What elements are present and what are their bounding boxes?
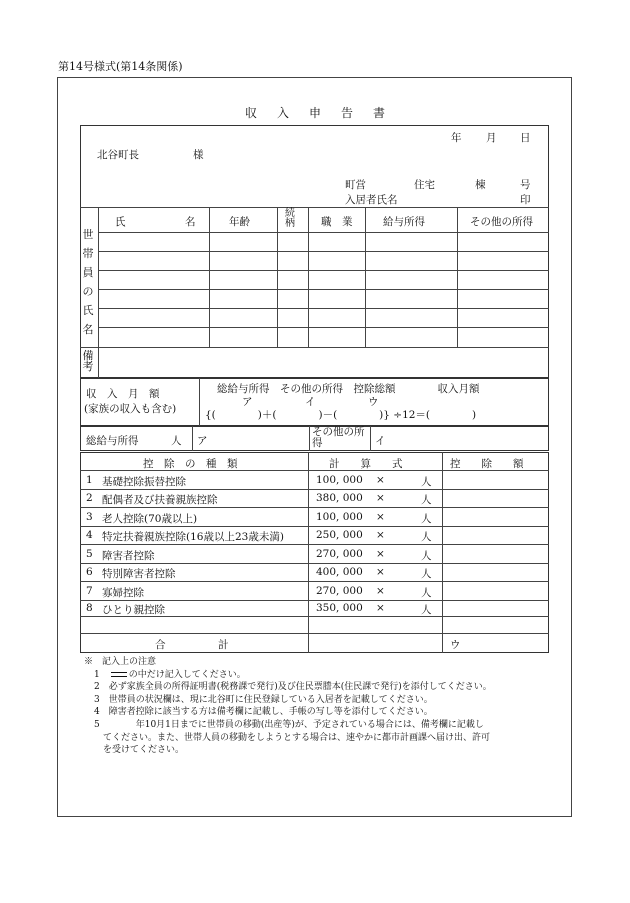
formula-line: {( )＋( )－( )} ÷12＝( ) xyxy=(205,409,477,421)
member-table-top-line xyxy=(80,207,549,208)
member-side-label: 世 帯 員 の 氏 名 xyxy=(82,228,94,336)
note-1: 1 の中だけ記入してください。 xyxy=(94,669,246,680)
remarks-label: 備 考 xyxy=(82,349,94,373)
notes-header: ※ 記入上の注意 xyxy=(84,657,157,667)
seal-mark: 印 xyxy=(520,194,531,206)
total-salary-unit: 人 xyxy=(171,435,182,447)
header-age: 年齢 xyxy=(229,216,250,228)
note-5: 5 年10月1日までに世帯員の移動(出産等)が、予定されている場合には、備考欄に記載し xyxy=(94,719,484,730)
total-salary-label: 総給与所得 xyxy=(86,435,139,447)
total-label: 合 計 xyxy=(155,639,229,651)
date-day-label: 日 xyxy=(520,132,531,144)
double-line-icon xyxy=(111,672,127,677)
other-income-label: その他の所得 xyxy=(312,426,365,449)
mark-i: イ xyxy=(375,435,386,447)
date-month-label: 月 xyxy=(486,132,497,144)
header-other-income: その他の所得 xyxy=(470,216,533,228)
addressee-honorific: 様 xyxy=(193,149,204,161)
header-name-b: 名 xyxy=(185,216,196,228)
housing-residence: 住宅 xyxy=(414,179,435,191)
calc-header: 計 算 式 xyxy=(329,458,403,470)
header-name-a: 氏 xyxy=(115,216,126,228)
monthly-label: 収 入 月 額 xyxy=(86,388,160,400)
note-3: 3 世帯員の状況欄は、現に北谷町に住民登録している入居者を記載してください。 xyxy=(94,694,433,705)
form-title: 収入申告書 xyxy=(244,106,405,120)
header-relation: 続柄 xyxy=(285,208,295,229)
mark-a: ア xyxy=(197,435,208,447)
remarks-top-line xyxy=(80,347,549,348)
monthly-sublabel: (家族の収入も含む) xyxy=(84,403,177,415)
applicant-name-label: 入居者氏名 xyxy=(345,194,398,206)
amount-header: 控 除 額 xyxy=(450,458,524,470)
housing-type: 町営 xyxy=(345,179,366,191)
formula-headings: 総給与所得 その他の所得 控除総額 収入月額 xyxy=(217,383,480,395)
addressee-name: 北谷町長 xyxy=(97,149,139,161)
formula-letters: ア イ ウ xyxy=(242,396,379,408)
notes-section xyxy=(84,656,492,757)
housing-unit: 号 xyxy=(520,179,531,191)
form-number: 第14号様式(第14条関係) xyxy=(58,60,183,73)
note-5-end: を受けてください。 xyxy=(94,745,185,756)
date-year-label: 年 xyxy=(451,132,462,144)
total-mark: ウ xyxy=(450,639,461,651)
deduction-type-header: 控 除 の 種 類 xyxy=(143,458,238,470)
housing-building: 棟 xyxy=(475,179,486,191)
note-2: 2 必ず家族全員の所得証明書(税務課で発行)及び住民票謄本(住民課で発行)を添付してください。 xyxy=(94,682,492,693)
header-salary: 給与所得 xyxy=(383,216,425,228)
note-5-cont: てください。また、世帯人員の移動をしようとする場合は、速やかに都市計画課へ届け出、許可 xyxy=(94,732,491,743)
note-4: 4 障害者控除に該当する方は備考欄に記載し、手帳の写し等を添付してください。 xyxy=(94,707,433,718)
header-job: 職 業 xyxy=(321,216,353,228)
